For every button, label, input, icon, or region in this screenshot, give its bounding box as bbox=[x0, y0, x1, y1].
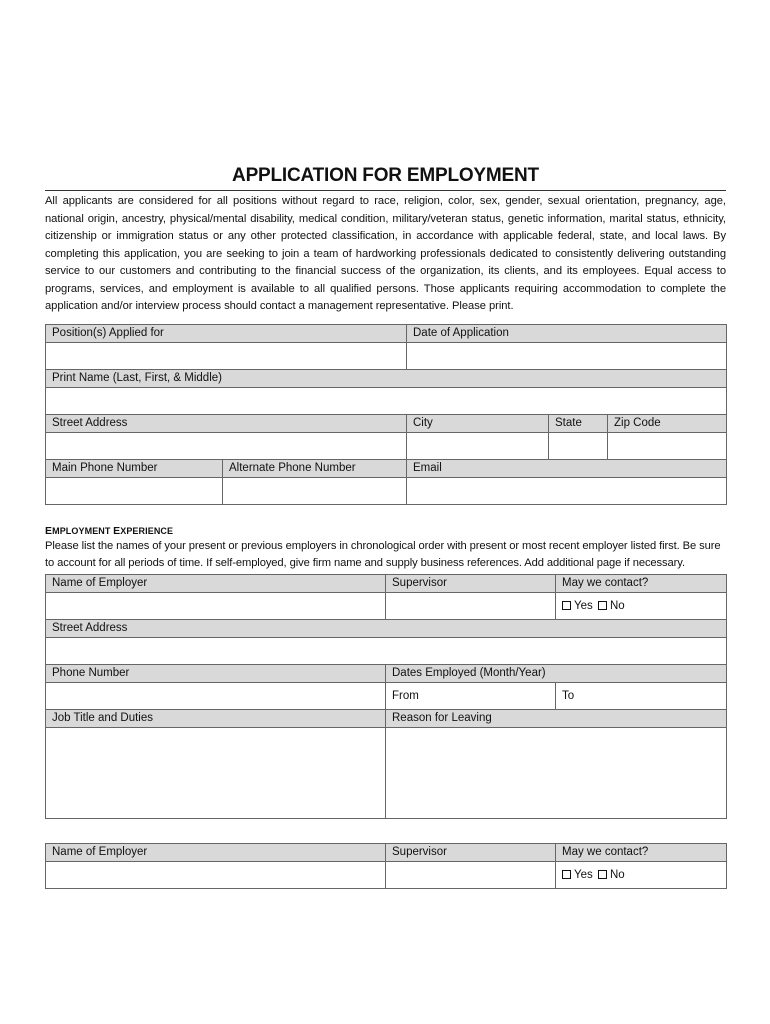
employment-heading: EMPLOYMENT EXPERIENCE bbox=[45, 524, 174, 537]
supervisor-field[interactable] bbox=[386, 861, 556, 888]
date-to-field[interactable] bbox=[556, 682, 727, 709]
street-label: Street Address bbox=[46, 414, 407, 432]
state-label: State bbox=[549, 414, 608, 432]
city-label: City bbox=[407, 414, 549, 432]
alt-phone-label: Alternate Phone Number bbox=[223, 459, 407, 477]
contact-label: May we contact? bbox=[556, 843, 727, 861]
employer-street-field[interactable] bbox=[46, 637, 727, 664]
position-label: Position(s) Applied for bbox=[46, 324, 407, 342]
employer-street-label: Street Address bbox=[46, 619, 727, 637]
reason-field[interactable] bbox=[386, 727, 727, 818]
to-label: To bbox=[562, 689, 575, 702]
position-field[interactable] bbox=[46, 342, 407, 369]
contact-options bbox=[556, 861, 727, 888]
date-label: Date of Application bbox=[407, 324, 727, 342]
supervisor-label: Supervisor bbox=[386, 574, 556, 592]
zip-field[interactable] bbox=[608, 432, 727, 459]
email-field[interactable] bbox=[407, 477, 727, 504]
title-rule bbox=[45, 190, 726, 191]
contact-options bbox=[556, 592, 727, 619]
contact-no-label: No bbox=[609, 868, 625, 881]
contact-yes-checkbox[interactable] bbox=[562, 870, 571, 879]
contact-yes-label: Yes bbox=[574, 599, 593, 612]
date-from-field[interactable] bbox=[386, 682, 556, 709]
page-title: APPLICATION FOR EMPLOYMENT bbox=[232, 165, 539, 186]
employer-label: Name of Employer bbox=[46, 574, 386, 592]
employment-section bbox=[45, 525, 726, 889]
email-label: Email bbox=[407, 459, 727, 477]
date-field[interactable] bbox=[407, 342, 727, 369]
main-phone-field[interactable] bbox=[46, 477, 223, 504]
intro-paragraph: All applicants are considered for all positions without regard to race, religion, color, sex, gender, sexual orientation, pregnancy, age, national origin, ancestry, physical/mental disability, medical condition, military/veteran status, genetic information, marital status, ethnicity, citizenship or immigration status or any other protected classification, in accordance with applicable federal, state, and local laws. By completing this application, you are seeking to join a team of hardworking professionals dedicated to consistently delivering outstanding service to our customers and contributing to the financial success of the organization, its clients, and its employees. Equal access to programs, services, and employment is available to all qualified persons. Those applicants requiring accommodation to complete the application and/or interview process should contact a management representative. Please print. bbox=[45, 195, 726, 312]
name-field[interactable] bbox=[46, 387, 727, 414]
from-label: From bbox=[392, 689, 419, 702]
employer-field[interactable] bbox=[46, 861, 386, 888]
alt-phone-field[interactable] bbox=[223, 477, 407, 504]
city-field[interactable] bbox=[407, 432, 549, 459]
job-field[interactable] bbox=[46, 727, 386, 818]
contact-no-checkbox[interactable] bbox=[598, 870, 607, 879]
contact-yes-label: Yes bbox=[574, 868, 593, 881]
employer-label: Name of Employer bbox=[46, 843, 386, 861]
name-label: Print Name (Last, First, & Middle) bbox=[46, 369, 727, 387]
job-label: Job Title and Duties bbox=[46, 709, 386, 727]
application-page bbox=[45, 164, 726, 889]
reason-label: Reason for Leaving bbox=[386, 709, 727, 727]
employer-field[interactable] bbox=[46, 592, 386, 619]
zip-label: Zip Code bbox=[608, 414, 727, 432]
contact-yes-checkbox[interactable] bbox=[562, 601, 571, 610]
dates-label: Dates Employed (Month/Year) bbox=[386, 664, 727, 682]
personal-info-table bbox=[45, 324, 727, 505]
main-phone-label: Main Phone Number bbox=[46, 459, 223, 477]
street-field[interactable] bbox=[46, 432, 407, 459]
employer-table-1 bbox=[45, 574, 727, 819]
employer-phone-label: Phone Number bbox=[46, 664, 386, 682]
supervisor-label: Supervisor bbox=[386, 843, 556, 861]
employment-instructions: Please list the names of your present or previous employers in chronological order with present or most recent employer listed first. Be sure to account for all periods of time. If self-employed, give firm name and supply business references. Add additional page if necessary. bbox=[45, 539, 721, 569]
contact-no-label: No bbox=[609, 599, 625, 612]
supervisor-field[interactable] bbox=[386, 592, 556, 619]
employer-table-2 bbox=[45, 843, 727, 889]
employer-phone-field[interactable] bbox=[46, 682, 386, 709]
contact-label: May we contact? bbox=[556, 574, 727, 592]
contact-no-checkbox[interactable] bbox=[598, 601, 607, 610]
state-field[interactable] bbox=[549, 432, 608, 459]
